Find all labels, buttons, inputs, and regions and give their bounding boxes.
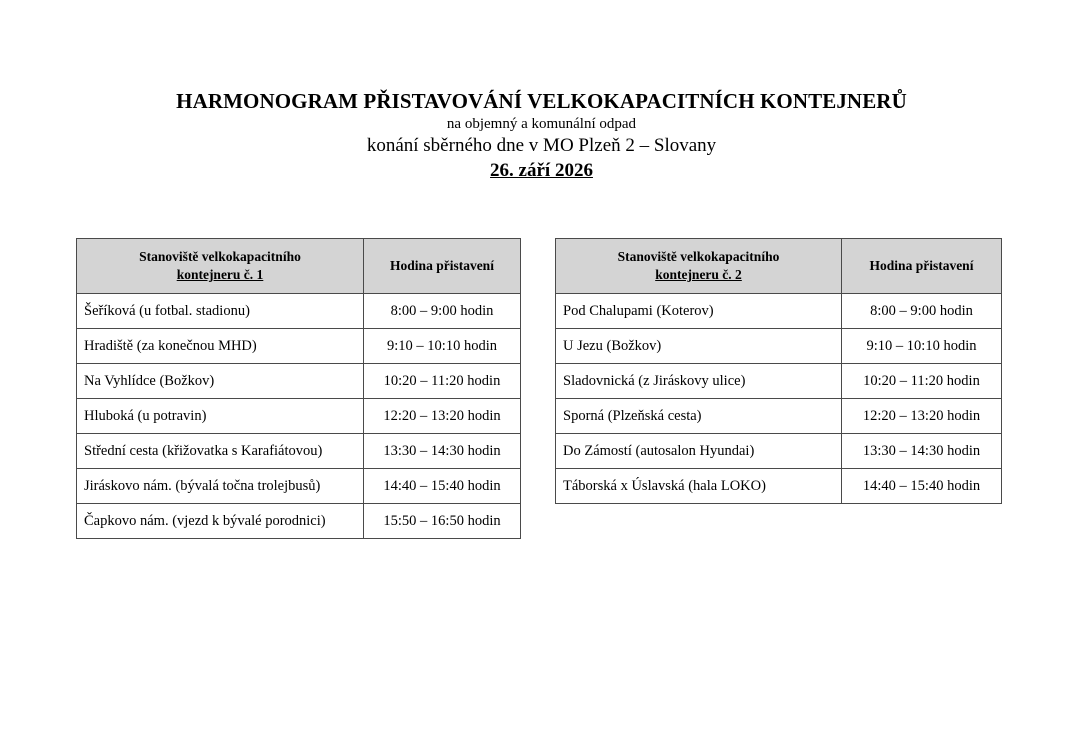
table-row: [77, 504, 521, 539]
event-date: 26. září 2026: [490, 160, 593, 181]
location-cell: U Jezu (Božkov): [556, 329, 842, 364]
time-cell: 9:10 – 10:10 hodin: [842, 329, 1002, 364]
schedule-table-container-2: [555, 238, 1002, 504]
table-row: [556, 469, 1002, 504]
table-row: [556, 294, 1002, 329]
time-cell: 13:30 – 14:30 hodin: [364, 434, 521, 469]
table-row: [556, 329, 1002, 364]
document-subtitle: na objemný a komunální odpad: [446, 116, 637, 132]
column-header-location-line1: Stanoviště velkokapacitního: [139, 249, 301, 264]
location-cell: Čapkovo nám. (vjezd k bývalé porodnici): [77, 504, 364, 539]
table-row: [77, 364, 521, 399]
column-header-location: [77, 239, 364, 294]
column-header-time: Hodina přistavení: [842, 239, 1002, 294]
location-cell: Sporná (Plzeňská cesta): [556, 399, 842, 434]
table-row: [77, 329, 521, 364]
time-cell: 13:30 – 14:30 hodin: [842, 434, 1002, 469]
time-cell: 14:40 – 15:40 hodin: [364, 469, 521, 504]
table-row: [77, 469, 521, 504]
event-description: konání sběrného dne v MO Plzeň 2 – Slovany: [366, 135, 717, 156]
location-cell: Na Vyhlídce (Božkov): [77, 364, 364, 399]
location-cell: Hradiště (za konečnou MHD): [77, 329, 364, 364]
table-header-row: [77, 239, 521, 294]
table-row: [77, 434, 521, 469]
time-cell: 10:20 – 11:20 hodin: [364, 364, 521, 399]
column-header-location: [556, 239, 842, 294]
column-header-location-line2: kontejneru č. 2: [655, 267, 742, 282]
time-cell: 12:20 – 13:20 hodin: [842, 399, 1002, 434]
table-row: [77, 399, 521, 434]
column-header-location-line2: kontejneru č. 1: [176, 267, 264, 282]
location-cell: Šeříková (u fotbal. stadionu): [77, 294, 364, 329]
table-header-row: [556, 239, 1002, 294]
time-cell: 14:40 – 15:40 hodin: [842, 469, 1002, 504]
table-row: [556, 399, 1002, 434]
document-header: [0, 88, 1083, 183]
time-cell: 9:10 – 10:10 hodin: [364, 329, 521, 364]
location-cell: Sladovnická (z Jiráskovy ulice): [556, 364, 842, 399]
time-cell: 12:20 – 13:20 hodin: [364, 399, 521, 434]
location-cell: Jiráskovo nám. (bývalá točna trolejbusů): [77, 469, 364, 504]
location-cell: Hluboká (u potravin): [77, 399, 364, 434]
table-row: [77, 294, 521, 329]
column-header-location-line1: Stanoviště velkokapacitního: [617, 249, 780, 264]
schedule-table-container-1: [76, 238, 521, 539]
location-cell: Táborská x Úslavská (hala LOKO): [556, 469, 842, 504]
location-cell: Střední cesta (křižovatka s Karafiátovou): [77, 434, 364, 469]
time-cell: 8:00 – 9:00 hodin: [364, 294, 521, 329]
location-cell: Pod Chalupami (Koterov): [556, 294, 842, 329]
time-cell: 10:20 – 11:20 hodin: [842, 364, 1002, 399]
table-row: [556, 434, 1002, 469]
document-title: HARMONOGRAM PŘISTAVOVÁNÍ VELKOKAPACITNÍCH KONTEJNERŮ: [176, 89, 907, 113]
time-cell: 8:00 – 9:00 hodin: [842, 294, 1002, 329]
column-header-time: Hodina přistavení: [364, 239, 521, 294]
time-cell: 15:50 – 16:50 hodin: [364, 504, 521, 539]
location-cell: Do Zámostí (autosalon Hyundai): [556, 434, 842, 469]
table-row: [556, 364, 1002, 399]
